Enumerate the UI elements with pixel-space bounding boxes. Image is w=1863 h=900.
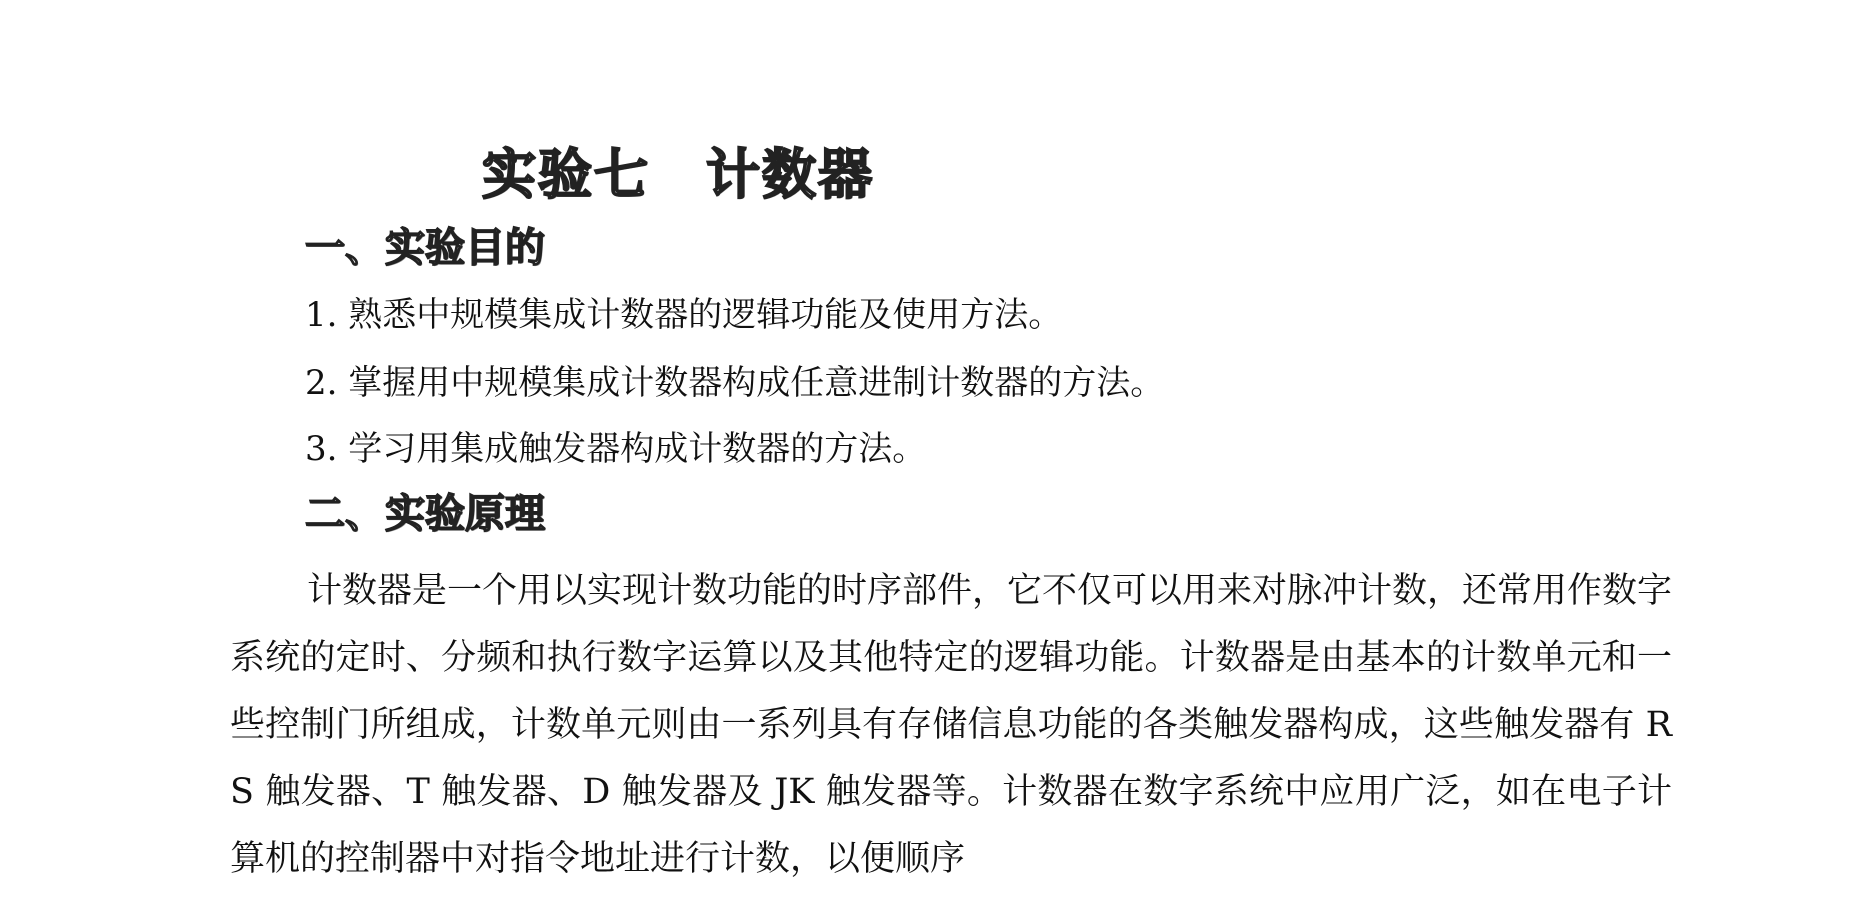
purpose-list-item: 1. 熟悉中规模集成计数器的逻辑功能及使用方法。 [305, 295, 1063, 335]
section-heading-purpose: 一、实验目的 [305, 225, 545, 271]
purpose-list-item: 3. 学习用集成触发器构成计数器的方法。 [305, 429, 927, 469]
document-title: 实验七 计数器 [482, 143, 874, 206]
principle-paragraph: 计数器是一个用以实现计数功能的时序部件，它不仅可以用来对脉冲计数，还常用作数字系统的定时、分频和执行数字运算以及其他特定的逻辑功能。计数器是由基本的计数单元和一些控制门所组成，计数单元则由一系列具有存储信息功能的各类触发器构成，这些触发器有 RS 触发器、T 触发器、D 触发器及 JK 触发器等。计数器在数字系统中应用广泛，如在电子计算机的控制器中对指令地址进行计数，以便顺序 [230, 571, 1673, 879]
section-heading-principle: 二、实验原理 [305, 491, 545, 537]
purpose-list-item: 2. 掌握用中规模集成计数器构成任意进制计数器的方法。 [305, 363, 1165, 403]
